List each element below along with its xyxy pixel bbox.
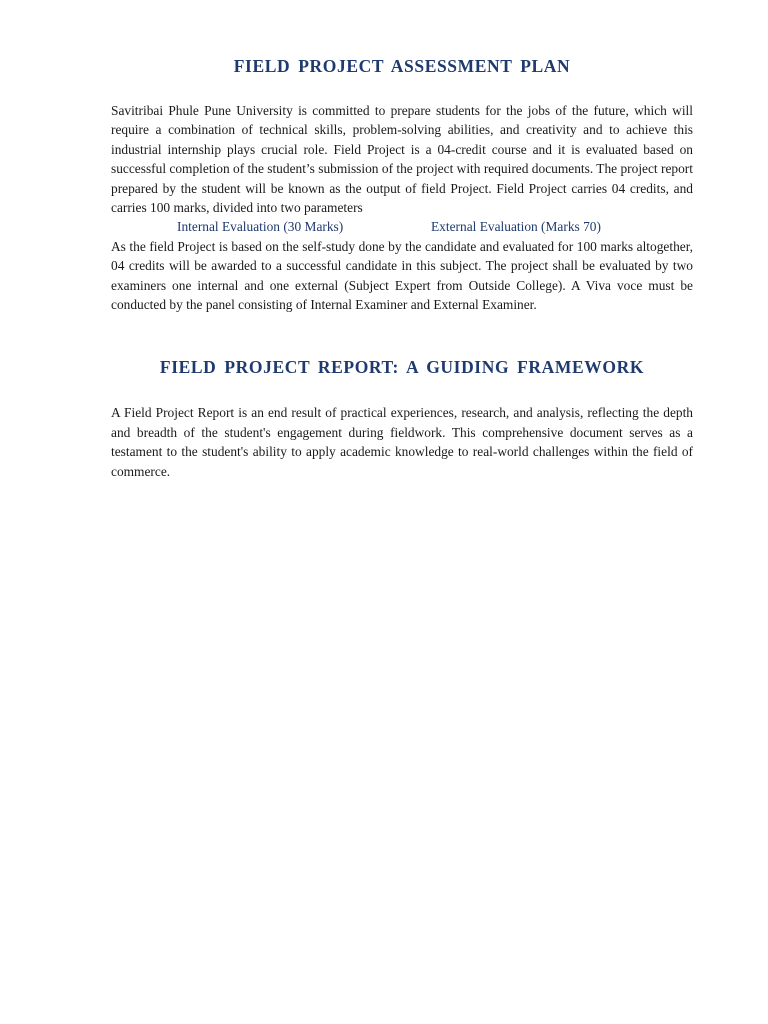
page-content [111,54,693,481]
evaluation-parameters-row [111,217,693,236]
external-evaluation-label: External Evaluation (Marks 70) [431,219,601,235]
assessment-plan-heading: FIELD PROJECT ASSESSMENT PLAN [233,56,571,76]
internal-evaluation-label: Internal Evaluation (30 Marks) [177,219,344,235]
assessment-body-paragraph: As the field Project is based on the self-study done by the candidate and evaluated for 100 marks altogether, 04 credits will be awarded to a successful candidate in this subject. The project shall be evaluated by two examiners one internal and one external (Subject Expert from Outside College). A Viva voce must be conducted by the panel consisting of Internal Examiner and External Examiner. [111,238,693,313]
guiding-framework-heading: FIELD PROJECT REPORT: A GUIDING FRAMEWORK [159,357,645,378]
assessment-intro-paragraph: Savitribai Phule Pune University is committed to prepare students for the jobs of the future, which will require a combination of technical skills, problem-solving abilities, and creativity and to achieve this industrial internship plays crucial role. Field Project is a 04-credit course and it is evaluated based on successful completion of the student’s submission of the project with required documents. The project report prepared by the student will be known as the output of field Project. Field Project carries 04 credits, and carries 100 marks, divided into two parameters [111,103,693,216]
guiding-framework-paragraph: A Field Project Report is an end result of practical experiences, research, and analysis, reflecting the depth and breadth of the student's engagement during fieldwork. This comprehensive document serves as a testament to the student's ability to apply academic knowledge to real-world challenges within the field of commerce. [111,405,693,479]
